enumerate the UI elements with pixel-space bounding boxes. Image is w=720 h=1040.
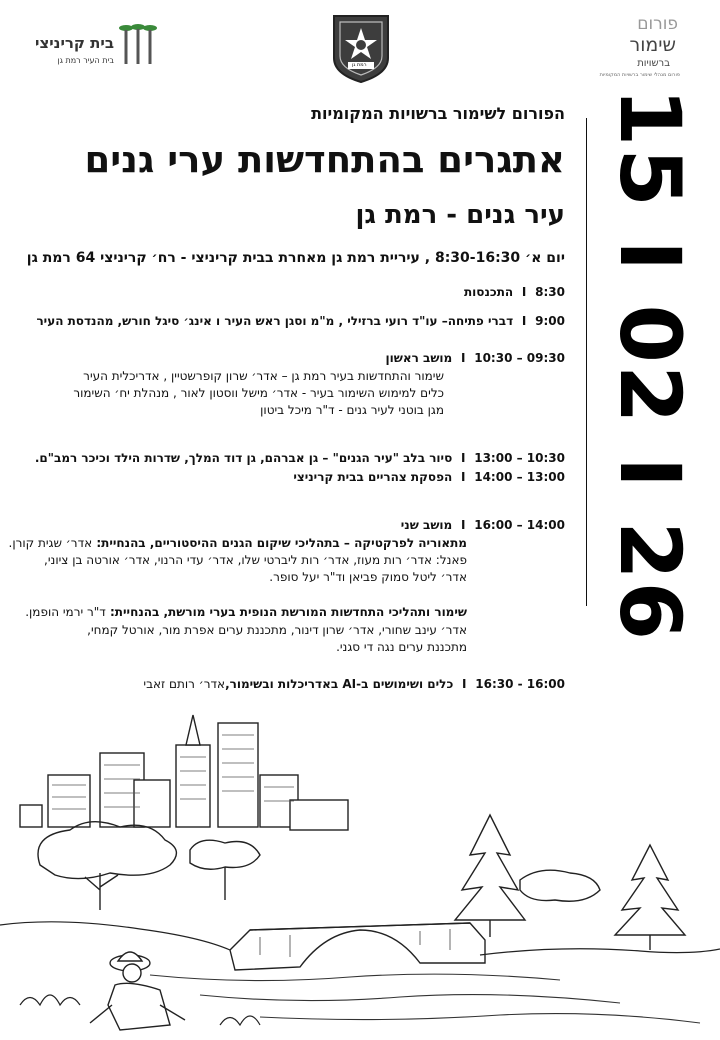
schedule-time: 8:30: [535, 285, 565, 299]
logo-left-title: בית קריניצי: [35, 34, 114, 52]
city-garden-illustration: [0, 705, 720, 1040]
ramat-gan-emblem: [330, 12, 392, 84]
forum-shimur-logo: [598, 14, 688, 80]
beit-krinitzi-logo: [35, 20, 158, 70]
schedule-title: סיור בלב "עיר הגנים" – גן אברהם, גן דוד המלך, שדרות הילד וכיכר רמב"ם.: [34, 451, 453, 465]
schedule-time: 13:00 – 14:00: [474, 470, 565, 484]
panel-a-title: מתאוריה לפרקטיקה – בתהליכי שיקום הגנים ההיסטוריים, בהנחיית:: [92, 536, 467, 550]
big-date-text: 15 I 02 I 26: [601, 87, 699, 643]
separator: I: [521, 285, 527, 299]
schedule-host: אדר׳ רותם זאבי: [143, 677, 226, 691]
panel-a-line: פאנל: אדר׳ רות מעוז, אדר׳ רות ליברטי שלו, אדר׳ עדי הרנוי, אדר׳ אורטה בן ציוני,: [44, 553, 467, 567]
event-date-location: יום א׳ 8:30-16:30 , עיריית רמת גן מאחרת בבית קריניצי - רח׳ קריניצי 64 רמת גן: [26, 250, 565, 266]
panel-a-line: אדר׳ ליטל סמוק פביאן וד"ר יעל סופר.: [269, 570, 467, 584]
logo-right-line4: פורום מנהלי שימור ברשויות המקומיות: [599, 72, 680, 78]
separator: I: [521, 314, 527, 328]
panel-b-title: שימור ותהליכי התחדשות המורשת הנופית בערי מורשת, בהנחיית:: [105, 605, 467, 619]
schedule-row-session1: [386, 351, 565, 365]
schedule-time: 09:30 – 10:30: [474, 351, 565, 365]
session2-panel-b: [25, 605, 467, 619]
schedule-time: 14:00 – 16:00: [474, 518, 565, 532]
schedule-row-arrival: [464, 285, 565, 299]
separator: I: [461, 518, 466, 532]
panel-b-line: מתכננת ערים נגה די סגני.: [336, 640, 467, 654]
separator: I: [461, 451, 466, 465]
schedule-time: 10:30 – 13:00: [474, 451, 565, 465]
logo-right-line2: שימור: [629, 34, 676, 56]
session1-item: שימור והתחדשות בעיר רמת גן – אדר׳ שרון קופרשטיין , אדריכלית העיר: [83, 369, 444, 383]
schedule-row-lunch: [293, 470, 565, 484]
schedule-time: 16:00 - 16:30: [475, 677, 565, 691]
panel-b-host: ד"ר ירמי הופמן.: [25, 605, 106, 619]
main-title: אתגרים בהתחדשות ערי גנים: [84, 138, 565, 181]
schedule-title: מושב שני: [400, 518, 453, 532]
schedule-title: התכנסות: [463, 285, 514, 299]
panel-a-host: אדר׳ שגית קורן.: [8, 536, 93, 550]
schedule-row-tour: [35, 451, 565, 465]
schedule-row-opening: [36, 314, 565, 328]
separator: I: [462, 677, 467, 691]
palm-trees-icon: [118, 22, 158, 66]
schedule-row-session2: [401, 518, 565, 532]
forum-title: הפורום לשימור ברשויות המקומיות: [311, 104, 565, 123]
sub-title: עיר גנים - רמת גן: [355, 200, 565, 230]
session1-item: מגן בוטני לעיר גנים - ד"ר מיכל ביטון: [260, 403, 444, 417]
logo-right-line1: פורום: [637, 14, 678, 34]
date-divider-line: [586, 118, 587, 606]
logo-left-subtitle: בית העיר רמת גן: [57, 56, 114, 65]
emblem-banner: רמת גן: [352, 62, 367, 68]
schedule-title: כלים ושימושים ב-AI באדריכלות ובשימור,: [225, 677, 454, 691]
logo-right-line3: ברשויות: [637, 58, 670, 69]
big-date: [600, 87, 700, 643]
panel-b-line: אדר׳ עינב שחורי, אדר׳ שרון דינור, מתכננת ערים אפרת מור, אורטל קמחי,: [87, 623, 467, 637]
schedule-row-ai: [143, 677, 565, 691]
separator: I: [461, 351, 466, 365]
schedule-title: מושב ראשון: [385, 351, 453, 365]
schedule-title: הפסקת צהריים בבית קריניצי: [293, 470, 453, 484]
separator: I: [461, 470, 466, 484]
session1-item: כלים למימוש השימור בעיר - אדר׳ מישל ווסטון לאור , מנהלת יח׳ השימור: [73, 386, 444, 400]
schedule-title: דברי פתיחה– עו"ד רועי ברזילי , מ"מ וסגן ראש העיר ו אינג׳ סיגל חורש, מהנדסת העיר: [36, 314, 514, 328]
city-emblem-icon: [330, 12, 392, 84]
schedule-time: 9:00: [535, 314, 565, 328]
session2-panel-a: [9, 536, 467, 550]
